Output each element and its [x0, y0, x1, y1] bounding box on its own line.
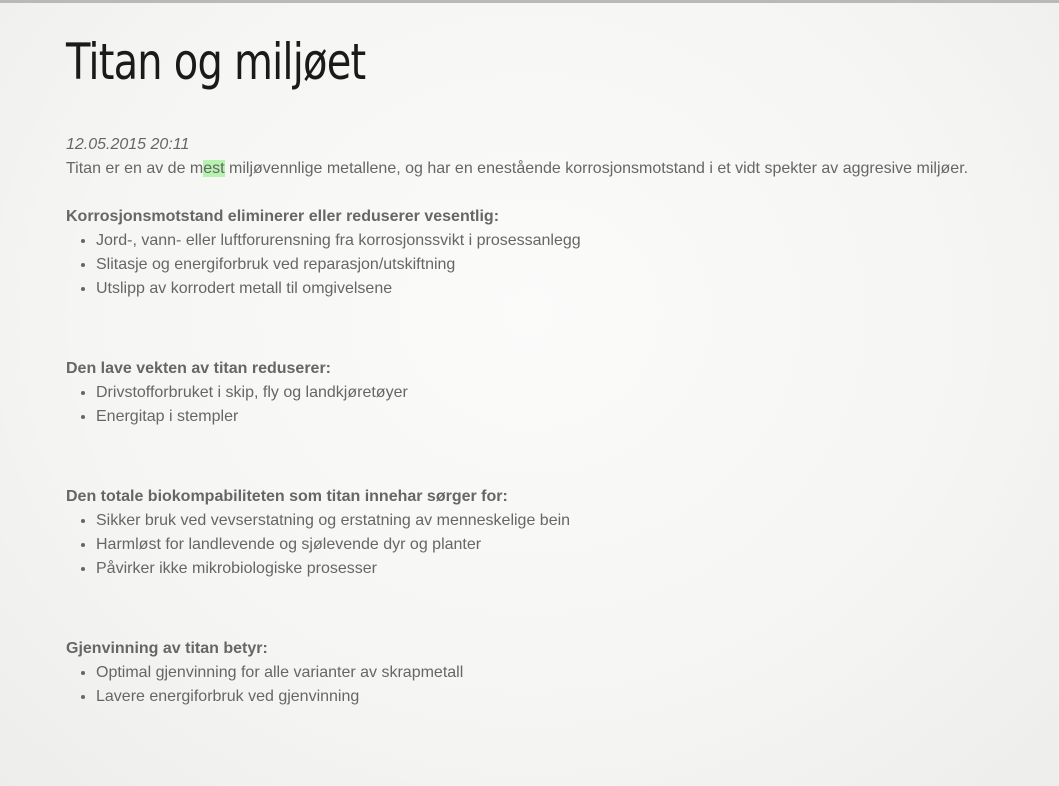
list-item: • Harmløst for landlevende og sjølevende dyr og planter — [96, 533, 1026, 557]
list-item: • Energitap i stempler — [96, 405, 1026, 429]
search-highlight: est — [203, 160, 225, 177]
page-title: Titan og miljøet — [66, 33, 366, 91]
section-heading: Den totale biokompabiliteten som titan innehar sørger for: — [66, 488, 508, 505]
list-item: • Sikker bruk ved vevserstatning og erstatning av menneskelige bein — [96, 509, 1026, 533]
intro-text-end: miljøvennlige metallene, og har en enestående korrosjonsmotstand i et vidt spekter av aggresive miljøer. — [224, 160, 969, 177]
bullet-list — [66, 661, 1026, 709]
section-corrosion — [66, 205, 1026, 301]
section-low-weight — [66, 357, 1026, 429]
section-heading: Den lave vekten av titan reduserer: — [66, 360, 332, 377]
list-item: • Slitasje og energiforbruk ved reparasjon/utskiftning — [96, 253, 1026, 277]
bullet-list — [66, 229, 1026, 301]
list-item: • Drivstofforbruket i skip, fly og landkjøretøyer — [96, 381, 1026, 405]
section-recycling — [66, 637, 1026, 709]
bullet-list — [66, 381, 1026, 429]
section-biocompatibility — [66, 485, 1026, 581]
article — [66, 30, 1026, 709]
list-item: • Utslipp av korrodert metall til omgivelsene — [96, 277, 1026, 301]
bullet-list — [66, 509, 1026, 581]
intro-paragraph — [66, 157, 1026, 181]
list-item: • Jord-, vann- eller luftforurensning fra korrosjonssvikt i prosessanlegg — [96, 229, 1026, 253]
section-heading: Gjenvinning av titan betyr: — [66, 640, 268, 657]
post-date: 12.05.2015 20:11 — [66, 136, 190, 153]
section-heading: Korrosjonsmotstand eliminerer eller reduserer vesentlig: — [66, 208, 500, 225]
list-item: • Lavere energiforbruk ved gjenvinning — [96, 685, 1026, 709]
list-item: • Påvirker ikke mikrobiologiske prosesser — [96, 557, 1026, 581]
intro-text-start: Titan er en av de m — [66, 160, 204, 177]
window-top-border — [0, 0, 1059, 3]
list-item: • Optimal gjenvinning for alle varianter av skrapmetall — [96, 661, 1026, 685]
